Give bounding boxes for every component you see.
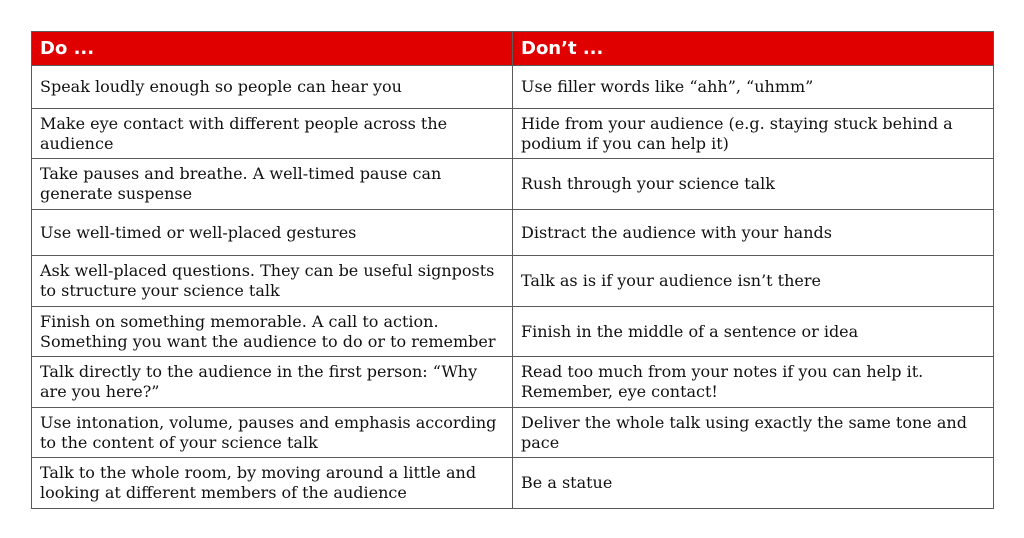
table-header-row	[32, 32, 994, 66]
do-cell: Talk to the whole room, by moving around a little and looking at different members of the audience	[32, 458, 513, 509]
dont-cell: Hide from your audience (e.g. staying stuck behind a podium if you can help it)	[513, 109, 994, 159]
dont-cell: Finish in the middle of a sentence or idea	[513, 307, 994, 357]
dont-cell: Use filler words like “ahh”, “uhmm”	[513, 66, 994, 109]
do-cell: Finish on something memorable. A call to action. Something you want the audience to do or to remember	[32, 307, 513, 357]
do-cell: Make eye contact with different people across the audience	[32, 109, 513, 159]
table-row	[32, 357, 994, 408]
table-row	[32, 210, 994, 256]
table-row	[32, 159, 994, 210]
do-cell: Take pauses and breathe. A well-timed pause can generate suspense	[32, 159, 513, 210]
table-row	[32, 408, 994, 458]
table-row	[32, 66, 994, 109]
table-row	[32, 256, 994, 307]
do-column-header: Do ...	[32, 32, 513, 66]
dont-cell: Deliver the whole talk using exactly the same tone and pace	[513, 408, 994, 458]
dont-cell: Read too much from your notes if you can help it. Remember, eye contact!	[513, 357, 994, 408]
do-cell: Speak loudly enough so people can hear you	[32, 66, 513, 109]
do-cell: Ask well-placed questions. They can be useful signposts to structure your science talk	[32, 256, 513, 307]
do-cell: Use well-timed or well-placed gestures	[32, 210, 513, 256]
do-dont-table	[31, 31, 994, 509]
table-row	[32, 109, 994, 159]
dont-column-header: Don’t ...	[513, 32, 994, 66]
do-cell: Talk directly to the audience in the first person: “Why are you here?”	[32, 357, 513, 408]
dont-cell: Rush through your science talk	[513, 159, 994, 210]
dont-cell: Talk as is if your audience isn’t there	[513, 256, 994, 307]
table-row	[32, 458, 994, 509]
table-row	[32, 307, 994, 357]
dont-cell: Distract the audience with your hands	[513, 210, 994, 256]
do-cell: Use intonation, volume, pauses and emphasis according to the content of your science talk	[32, 408, 513, 458]
dont-cell: Be a statue	[513, 458, 994, 509]
